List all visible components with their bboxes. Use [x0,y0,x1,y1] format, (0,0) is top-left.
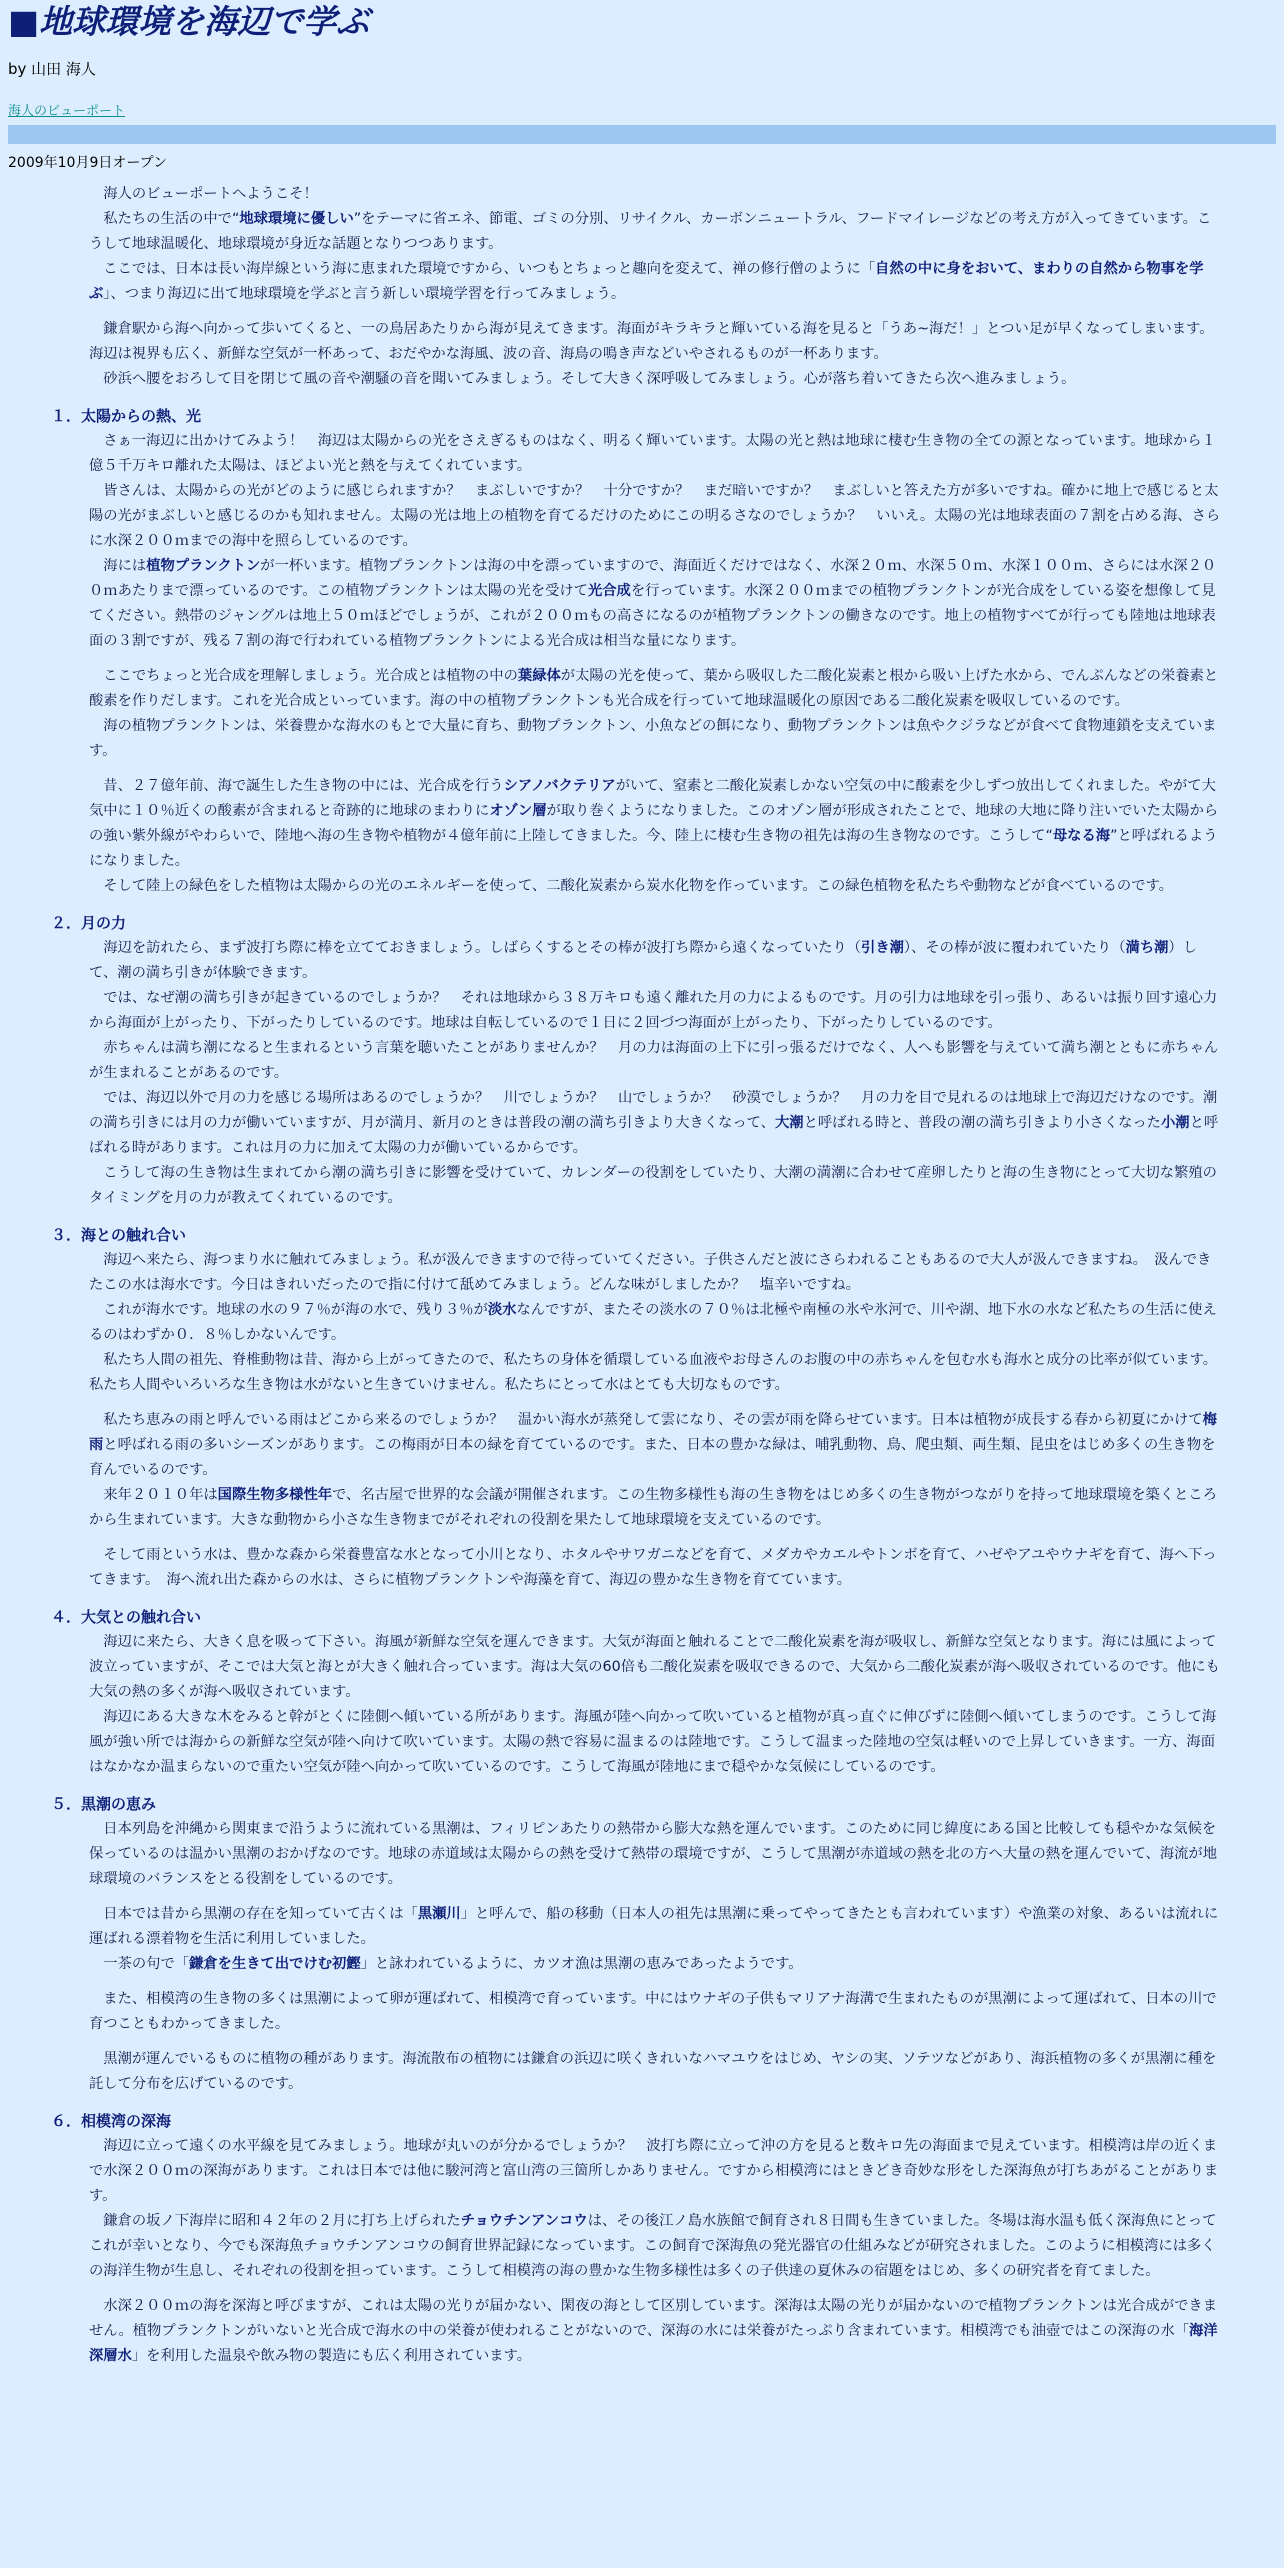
paragraph: 海辺に来たら、大きく息を吸って下さい。海風が新鮮な空気を運んできます。大気が海面と触れることで二酸化炭素を海が吸収し、新鮮な空気となります。海には風によって波立っていますが、そこでは大気と海とが大きく触れ合っています。海は大気の60倍も二酸化炭素を吸収できるので、大気から二酸化炭素が海へ吸収されているのです。他にも大気の熱の多くが海へ吸収されています。 [89,1634,1220,1700]
paragraph: 一茶の句で「鎌倉を生きて出でけむ初鰹」と詠われているように、カツオ漁は黒潮の恵みであったようです。 [103,1956,803,1972]
section-heading: ４．大気との触れ合い [51,1608,202,1626]
section-heading: ５．黒潮の恵み [51,1795,157,1813]
paragraph: 海人のビューポートへようこそ！ [103,186,318,202]
paragraph: 日本列島を沖縄から関東まで沿うように流れている黒潮は、フィリピンあたりの熱帯から膨大な熱を運んでいます。このために同じ緯度にある国と比較しても穏やかな気候を保っているのは温かい黒潮のおかげなのです。地球の赤道域は太陽からの熱を受けて熱帯の環境ですが、こうして黒潮が赤道域の熱を北の方へ大量の熱を運んでいて、海流が地球環境のバランスをとる役割をしているのです。 [89,1821,1218,1887]
paragraph: 私たち恵みの雨と呼んでいる雨はどこから来るのでしょうか？ 温かい海水が蒸発して雲になり、その雲が雨を降らせています。日本は植物が成長する春から初夏にかけて梅雨と呼ばれる雨の多いシーズンがあります。この梅雨が日本の緑を育てているのです。また、日本の豊かな緑は、哺乳動物、鳥、爬虫類、両生類、昆虫をはじめ多くの生き物を育んでいるのです。 [89,1412,1217,1478]
paragraph: ここでは、日本は長い海岸線という海に恵まれた環境ですから、いつもとちょっと趣向を変えて、禅の修行僧のように「自然の中に身をおいて、まわりの自然から物事を学ぶ」、つまり海辺に出て地球環境を学ぶと言う新しい環境学習を行ってみましょう。 [89,261,1204,302]
paragraph: ここでちょっと光合成を理解しましょう。光合成とは植物の中の葉緑体が太陽の光を使って、葉から吸収した二酸化炭素と根から吸い上げた水から、でんぷんなどの栄養素と酸素を作りだします。これを光合成といっています。海の中の植物プランクトンも光合成を行っていて地球温暖化の原因である二酸化炭素を吸収しているのです。 [89,668,1219,709]
section-heading: ３．海との触れ合い [51,1226,187,1244]
paragraph: 海辺にある大きな木をみると幹がとくに陸側へ傾いている所があります。海風が陸へ向かって吹いていると植物が真っ直ぐに伸びずに陸側へ傾いてしまうのです。こうして海風が強い所では海からの新鮮な空気が陸へ向けて吹いています。太陽の熱で容易に温まるのは陸地です。こうして温まった陸地の空気は軽いので上昇していきます。一方、海面はなかなか温まらないので重たい空気が陸へ向かって吹いているのです。こうして海風が陸地にまで穏やかな気候にしているのです。 [89,1709,1217,1775]
paragraph: 海の植物プランクトンは、栄養豊かな海水のもとで大量に育ち、動物プランクトン、小魚などの餌になり、動物プランクトンは魚やクジラなどが食べて食物連鎖を支えています。 [89,718,1217,759]
paragraph: 日本では昔から黒潮の存在を知っていて古くは「黒瀬川」と呼んで、船の移動（日本人の祖先は黒潮に乗ってやってきたとも言われています）や漁業の対象、あるいは流れに運ばれる漂着物を生活に利用していました。 [89,1906,1219,1947]
author-byline: by 山田 海人 [8,60,96,78]
paragraph: 鎌倉の坂ノ下海岸に昭和４２年の２月に打ち上げられたチョウチンアンコウは、その後江ノ島水族館で飼育され８日間も生きていました。冬場は海水温も低く深海魚にとってこれが幸いとなり、今でも深海魚チョウチンアンコウの飼育世界記録になっています。この飼育で深海魚の発光器官の仕組みなどが研究されました。このように相模湾には多くの海洋生物が生息し、それぞれの役割を担っています。こうして相模湾の海の豊かな生物多様性は多くの子供達の夏休みの宿題をはじめ、多くの研究者を育てました。 [89,2213,1217,2279]
paragraph: 砂浜へ腰をおろして目を閉じて風の音や潮騒の音を聞いてみましょう。そして大きく深呼吸してみましょう。心が落ち着いてきたら次へ進みましょう。 [103,371,1076,387]
open-date: 2009年10月9日オープン [8,155,168,171]
paragraph: 海辺に立って遠くの水平線を見てみましょう。地球が丸いのが分かるでしょうか？ 波打ち際に立って沖の方を見ると数キロ先の海面まで見えています。相模湾は岸の近くまで水深２００ｍの深海があります。これは日本では他に駿河湾と富山湾の三箇所しかありません。ですから相模湾にはときどき奇妙な形をした深海魚が打ちあがることがあります。 [89,2138,1219,2204]
paragraph: 海には植物プランクトンが一杯います。植物プランクトンは海の中を漂っていますので、海面近くだけではなく、水深２０ｍ、水深５０ｍ、水深１００ｍ、さらには水深２００ｍあたりまで漂っているのです。この植物プランクトンは太陽の光を受けて光合成を行っています。水深２００ｍまでの植物プランクトンが光合成をしている姿を想像して見てください。熱帯のジャングルは地上５０ｍほどでしょうが、これが２００ｍもの高さになるのが植物プランクトンの働きなのです。地上の植物すべてが行っても陸地は地球表面の３割ですが、残る７割の海で行われている植物プランクトンによる光合成は相当な量になります。 [89,558,1217,649]
paragraph: 昔、２７億年前、海で誕生した生き物の中には、光合成を行うシアノバクテリアがいて、窒素と二酸化炭素しかない空気の中に酸素を少しずつ放出してくれました。やがて大気中に１０％近くの酸素が含まれると奇跡的に地球のまわりにオゾン層が取り巻くようになりました。このオゾン層が形成されたことで、地球の大地に降り注いでいた太陽からの強い紫外線がやわらいで、陸地へ海の生き物や植物が４億年前に上陸してきました。今、陸上に棲む生き物の祖先は海の生き物なのです。こうして“母なる海”と呼ばれるようになりました。 [89,778,1219,869]
article-body [51,182,1225,2369]
paragraph: こうして海の生き物は生まれてから潮の満ち引きに影響を受けていて、カレンダーの役割をしていたり、大潮の満潮に合わせて産卵したりと海の生き物にとって大切な繁殖のタイミングを月の力が教えてくれているのです。 [89,1165,1217,1206]
paragraph: また、相模湾の生き物の多くは黒潮によって卵が運ばれて、相模湾で育っています。中にはウナギの子供もマリアナ海溝で生まれたものが黒潮によって運ばれて、日本の川で育つこともわかってきました。 [89,1991,1217,2032]
paragraph: 海辺を訪れたら、まず波打ち際に棒を立てておきましょう。しばらくするとその棒が波打ち際から遠くなっていたり（引き潮）、その棒が波に覆われていたり（満ち潮）して、潮の満ち引きが体験できます。 [89,940,1198,981]
section-heading: ６．相模湾の深海 [51,2112,172,2130]
paragraph: では、海辺以外で月の力を感じる場所はあるのでしょうか？ 川でしょうか？ 山でしょうか？ 砂漠でしょうか？ 月の力を目で見れるのは地球上で海辺だけなのです。潮の満ち引きには月の力が働いていますが、月が満月、新月のときは普段の潮の満ち引きより大きくなって、大潮と呼ばれる時と、普段の潮の満ち引きより小さくなった小潮と呼ばれる時があります。これは月の力に加えて太陽の力が働いているからです。 [89,1090,1219,1156]
paragraph: さぁ一海辺に出かけてみよう！ 海辺は太陽からの光をさえぎるものはなく、明るく輝いています。太陽の光と熱は地球に棲む生き物の全ての源となっています。地球から１億５千万キロ離れた太陽は、ほどよい光と熱を与えてくれています。 [89,433,1216,474]
paragraph: 水深２００ｍの海を深海と呼びますが、これは太陽の光りが届かない、閑夜の海として区別しています。深海は太陽の光りが届かないので植物プランクトンは光合成ができません。植物プランクトンがいないと光合成で海水の中の栄養が使われることがないので、深海の水には栄養がたっぷり含まれています。相模湾でも油壺ではこの深海の水「海洋深層水」を利用した温泉や飲み物の製造にも広く利用されています。 [89,2298,1218,2364]
paragraph: 来年２０１０年は国際生物多様性年で、名古屋で世界的な会議が開催されます。この生物多様性も海の生き物をはじめ多くの生き物がつながりを持って地球環境を築くところから生まれています。大きな動物から小さな生き物までがそれぞれの役割を果たして地球環境を支えているのです。 [89,1487,1218,1528]
section-heading: １．太陽からの熱、光 [51,407,202,425]
paragraph: これが海水です。地球の水の９７％が海の水で、残り３％が淡水なんですが、またその淡水の７０％は北極や南極の氷や氷河で、川や湖、地下水の水など私たちの生活に使えるのはわずか０．８％しかないんです。 [89,1302,1217,1343]
section-heading: ２．月の力 [51,914,127,932]
paragraph: 海辺へ来たら、海つまり水に触れてみましょう。私が汲んできますので待っていてください。子供さんだと波にさらわれることもあるので大人が汲んできますね。 汲んできたこの水は海水です。今日はきれいだったので指に付けて舐めてみましょう。どんな味がしましたか？ 塩辛いですね。 [89,1252,1212,1293]
paragraph: では、なぜ潮の満ち引きが起きているのでしょうか？ それは地球から３８万キロも遠く離れた月の力によるものです。月の引力は地球を引っ張り、あるいは振り回す遠心力から海面が上がったり、下がったりしているのです。地球は自転しているので１日に２回づつ海面が上がったり、下がったりしているのです。 [89,990,1218,1031]
paragraph: 私たち人間の祖先、脊椎動物は昔、海から上がってきたので、私たちの身体を循環している血液やお母さんのお腹の中の赤ちゃんを包む水も海水と成分の比率が似ています。私たち人間やいろいろな生き物は水がないと生きていけません。私たちにとって水はとても大切なものです。 [89,1352,1218,1393]
header-divider-bar [8,125,1276,144]
viewport-link[interactable]: 海人のビューポート [8,104,126,119]
paragraph: 鎌倉駅から海へ向かって歩いてくると、一の鳥居あたりから海が見えてきます。海面がキラキラと輝いている海を見ると「うあ~海だ！」とつい足が早くなってしまいます。海辺は視界も広く、新鮮な空気が一杯あって、おだやかな海風、波の音、海鳥の鳴き声などいやされるものが一杯あります。 [89,321,1214,362]
paragraph: 皆さんは、太陽からの光がどのように感じられますか？ まぶしいですか？ 十分ですか？ まだ暗いですか？ まぶしいと答えた方が多いですね。確かに地上で感じると太陽の光がまぶしいと感じるのかも知れません。太陽の光は地上の植物を育てるだけのためにこの明るさなのでしょうか？ いいえ。太陽の光は地球表面の７割を占める海、さらに水深２００ｍまでの海中を照らしているのです。 [89,483,1221,549]
paragraph: そして雨という水は、豊かな森から栄養豊富な水となって小川となり、ホタルやサワガニなどを育て、メダカやカエルやトンボを育て、ハゼやアユやウナギを育て、海へ下ってきます。 海へ流れ出た森からの水は、さらに植物プランクトンや海藻を育て、海辺の豊かな生き物を育てています。 [89,1547,1217,1588]
paragraph: 私たちの生活の中で“地球環境に優しい”をテーマに省エネ、節電、ゴミの分別、リサイクル、カーボンニュートラル、フードマイレージなどの考え方が入ってきています。こうして地球温暖化、地球環境が身近な話題となりつつあります。 [89,211,1212,252]
paragraph: 黒潮が運んでいるものに植物の種があります。海流散布の植物には鎌倉の浜辺に咲くきれいなハマユウをはじめ、ヤシの実、ソテツなどがあり、海浜植物の多くが黒潮に種を託して分布を広げているのです。 [89,2051,1217,2092]
paragraph: そして陸上の緑色をした植物は太陽からの光のエネルギーを使って、二酸化炭素から炭水化物を作っています。この緑色植物を私たちや動物などが食べているのです。 [103,878,1173,894]
paragraph: 赤ちゃんは満ち潮になると生まれるという言葉を聴いたことがありませんか？ 月の力は海面の上下に引っ張るだけでなく、人へも影響を与えていて満ち潮とともに赤ちゃんが生まれることがあるのです。 [89,1040,1219,1081]
page-title: ■地球環境を海辺で学ぶ [8,2,370,41]
